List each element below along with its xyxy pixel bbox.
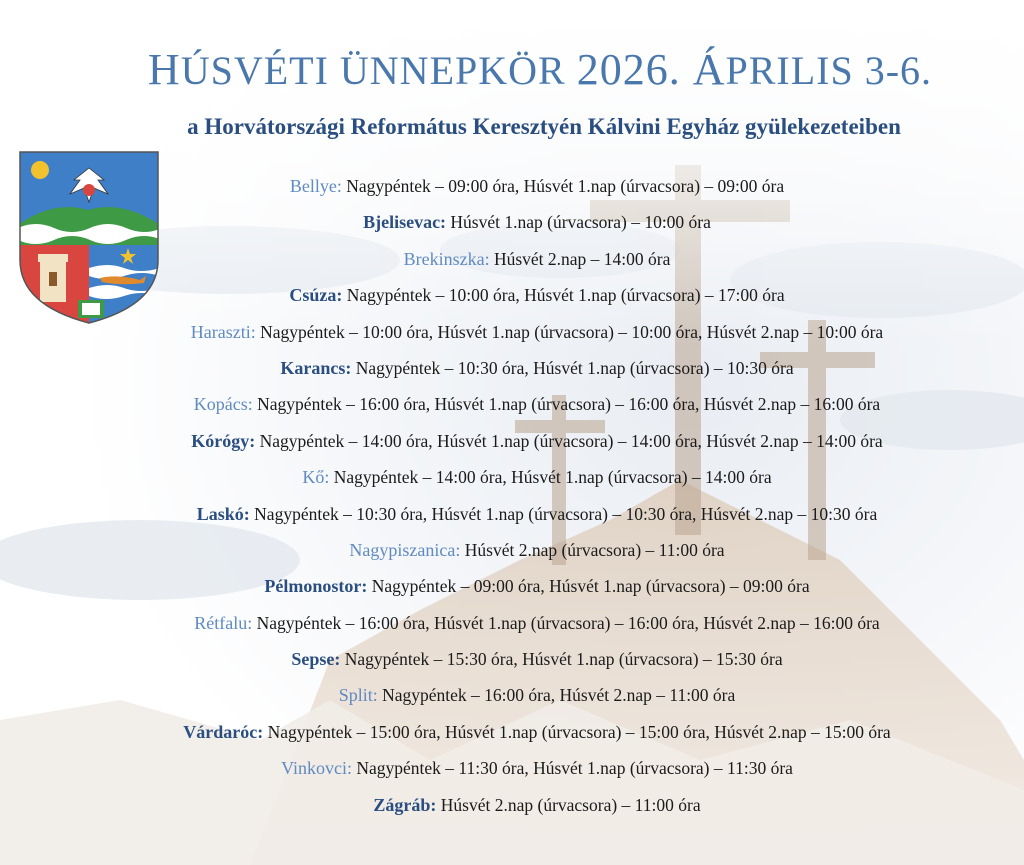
page-subtitle: a Horvátországi Református Keresztyén Kálvini Egyház gyülekezeteiben <box>187 114 901 139</box>
page-title: HÚSVÉTI ÜNNEPKÖR 2026. ÁPRILIS 3-6. <box>147 45 933 94</box>
congregation-name: Kórógy: <box>191 430 256 451</box>
service-row <box>50 532 1024 568</box>
congregation-name: Karancs: <box>280 357 352 378</box>
service-row <box>50 204 1024 240</box>
service-row <box>50 386 1024 422</box>
service-row <box>50 568 1024 604</box>
service-times: Húsvét 2.nap – 14:00 óra <box>493 248 671 269</box>
service-times: Nagypéntek – 15:00 óra, Húsvét 1.nap (úrvacsora) – 15:00 óra, Húsvét 2.nap – 15:00 óra <box>267 721 891 742</box>
service-times: Nagypéntek – 10:30 óra, Húsvét 1.nap (úrvacsora) – 10:30 óra <box>355 357 794 378</box>
service-times: Nagypéntek – 16:00 óra, Húsvét 2.nap – 11:00 óra <box>382 685 736 706</box>
service-row <box>50 677 1024 713</box>
service-row <box>50 277 1024 313</box>
service-times: Nagypéntek – 14:00 óra, Húsvét 1.nap (úrvacsora) – 14:00 óra, Húsvét 2.nap – 14:00 óra <box>259 430 883 451</box>
congregation-name: Split: <box>338 685 378 706</box>
service-row <box>50 314 1024 350</box>
service-times: Nagypéntek – 09:00 óra, Húsvét 1.nap (úrvacsora) – 09:00 óra <box>371 576 810 597</box>
congregation-name: Csúza: <box>289 285 343 306</box>
congregation-name: Brekinszka: <box>403 248 490 269</box>
service-times: Nagypéntek – 10:00 óra, Húsvét 1.nap (úrvacsora) – 17:00 óra <box>346 285 785 306</box>
service-row <box>50 787 1024 823</box>
service-times: Nagypéntek – 16:00 óra, Húsvét 1.nap (úrvacsora) – 16:00 óra, Húsvét 2.nap – 16:00 óra <box>256 612 880 633</box>
congregation-name: Haraszti: <box>190 321 256 342</box>
congregation-name: Kő: <box>302 467 330 488</box>
service-row <box>50 168 1024 204</box>
service-times: Húsvét 1.nap (úrvacsora) – 10:00 óra <box>450 212 711 233</box>
service-row <box>50 241 1024 277</box>
service-row <box>50 459 1024 495</box>
congregation-name: Nagypiszanica: <box>349 539 461 560</box>
service-times: Nagypéntek – 10:00 óra, Húsvét 1.nap (úrvacsora) – 10:00 óra, Húsvét 2.nap – 10:00 óra <box>260 321 884 342</box>
service-times: Húsvét 2.nap (úrvacsora) – 11:00 óra <box>464 539 725 560</box>
congregation-name: Rétfalu: <box>194 612 253 633</box>
congregation-name: Laskó: <box>196 503 250 524</box>
service-times: Nagypéntek – 15:30 óra, Húsvét 1.nap (úrvacsora) – 15:30 óra <box>344 649 783 670</box>
service-row <box>50 641 1024 677</box>
service-times: Húsvét 2.nap (úrvacsora) – 11:00 óra <box>440 794 701 815</box>
service-row <box>50 750 1024 786</box>
congregation-name: Pélmonostor: <box>264 576 368 597</box>
congregation-name: Bjelisevac: <box>363 212 447 233</box>
service-schedule-list <box>0 168 1024 823</box>
congregation-name: Sepse: <box>291 649 341 670</box>
service-times: Nagypéntek – 09:00 óra, Húsvét 1.nap (úrvacsora) – 09:00 óra <box>346 176 785 196</box>
service-row <box>50 714 1024 750</box>
service-times: Nagypéntek – 14:00 óra, Húsvét 1.nap (úrvacsora) – 14:00 óra <box>333 467 772 488</box>
congregation-name: Várdaróc: <box>183 721 264 742</box>
service-row <box>50 605 1024 641</box>
service-times: Nagypéntek – 16:00 óra, Húsvét 1.nap (úrvacsora) – 16:00 óra, Húsvét 2.nap – 16:00 óra <box>257 394 881 415</box>
congregation-name: Zágráb: <box>373 794 437 815</box>
congregation-name: Vinkovci: <box>281 758 352 779</box>
congregation-name: Kopács: <box>193 394 253 415</box>
service-times: Nagypéntek – 11:30 óra, Húsvét 1.nap (úrvacsora) – 11:30 óra <box>356 758 793 779</box>
service-row <box>50 350 1024 386</box>
service-row <box>50 496 1024 532</box>
service-times: Nagypéntek – 10:30 óra, Húsvét 1.nap (úrvacsora) – 10:30 óra, Húsvét 2.nap – 10:30 óra <box>254 503 878 524</box>
service-row <box>50 423 1024 459</box>
congregation-name: Bellye: <box>289 176 342 196</box>
